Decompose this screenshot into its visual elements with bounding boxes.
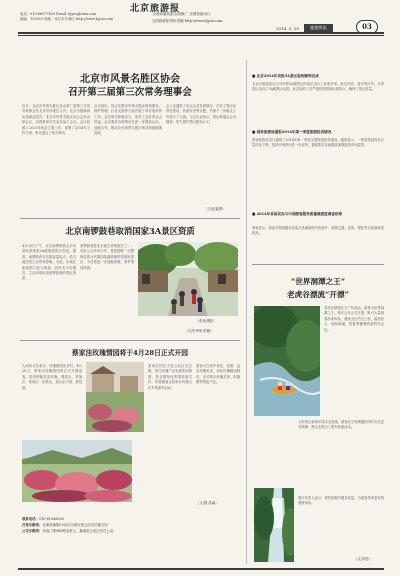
rafting-photo-bottom: [254, 488, 294, 562]
header-sub-line-2: 全国旅游报刊网 投稿 http://www.bjyou.com: [152, 19, 223, 23]
feature-text-2: 今年景区新增多项安全设施，游客在享受刺激的同时安全更有保障。景区还推出了系列优惠活动。: [298, 420, 384, 430]
article1-title-line-1: 北京市风景名胜区协会: [80, 74, 180, 85]
street-scene-illustration: [138, 242, 238, 316]
driving-route-value: 京承高速第29出口出前往密云巨各庄镇方向: [42, 523, 108, 527]
feature-title-line-2: 老虎谷漂流“开漂”: [287, 290, 349, 299]
article2-col-1: 4月25日下午，北京南锣鼓巷主动申请取消国家3A级旅游景区资质。据悉，南锣鼓巷日均游客量较大，给当地居民生活带来影响。为此，东城区旅游部门经与街道、居民充分沟通后，主动申请取消南锣鼓巷的景区资质。: [22, 244, 76, 281]
right-item1-text: 北京市旅游委近日对申报5A级景区的单位进行了验收评审，经过初评、复评等环节，多家景区达到了5A级景区标准。此次验收工作严格按照国家标准执行，确保了景区质量。: [252, 82, 384, 92]
article3-col-3: 游客可在园中赏花、拍照、品尝玫瑰美食，体验玫瑰精油制作，还可购买玫瑰花茶、玫瑰酱等特色产品。: [196, 364, 240, 385]
header-rule: [18, 32, 384, 34]
page-number: 03: [356, 20, 378, 34]
article3-title: 蔡家洼玫瑰情园将于4月28日正式开园: [71, 349, 189, 357]
right-item1-title: [252, 74, 384, 79]
right-item3-title: [252, 212, 384, 217]
nanluoguxiang-photo: [138, 242, 238, 316]
header-info-line-1: 电话：010-66977439 Email: bjyou@sina.com: [20, 12, 97, 16]
section-tag: 旅游资讯: [304, 24, 333, 32]
rafting-illustration-2: [254, 488, 294, 562]
contact-phone-label: 联系电话：: [22, 517, 39, 521]
rafting-illustration-1: [254, 306, 320, 416]
feature-text-1: 老虎谷漂流位于广东清远，被誉为世界洞潭之王。每年五月正式开漂，吸引大量游客前来体验。漂流全长约五公里，落差较大，惊险刺激，是夏季避暑旅游的好去处。: [324, 306, 384, 332]
rafting-photo-top: [254, 306, 320, 416]
article2-col-2: 南锣鼓巷是北京最古老的街区之一，具有七百多年历史，是我国唯一完整保存着元代胡同院落肌理的传统民居区。今后将进一步加强管理，保护胡同风貌。: [80, 244, 134, 270]
article1-col-2: 会议指出，协会在推动风景名胜区规划建设、保护管理、行业交流等方面开展了卓有成效的工作。会员单位积极参与，取得了良好的社会效益。会议要求各理事单位进一步提高认识，加强合作，推动全市风景名胜区事业持续健康发展。: [94, 104, 162, 136]
rose-garden-illustration-1: [86, 362, 144, 432]
masthead: 北京旅游报: [130, 4, 181, 14]
article1-byline: （文/赵素勇）: [204, 207, 226, 211]
article1-col-3: 会上还通报了协会会员发展情况，讨论了景区标准化建设、旅游安全等议题，并就下一步重点工作进行了交流。与会代表表示，将认真落实会议精神，努力提升景区服务水平。: [166, 104, 236, 125]
feature-text-3: 景区负责人表示，将持续提升服务质量，为游客带来更好的漂流体验。: [298, 496, 384, 506]
nanluoguxiang-photo-caption: （张杨/摄影）: [196, 319, 217, 323]
rose-garden-illustration-2: [22, 440, 132, 502]
contact-phone-value: 010-61088000: [38, 517, 64, 521]
bus-route-label: 公交车路线：: [22, 529, 43, 533]
header-rule-thin: [18, 35, 384, 36]
right-item2-title: [252, 130, 384, 135]
article3-contact-block: [22, 516, 238, 562]
article-divider-1: [20, 218, 240, 219]
issue-date: 2014. 5. 28: [276, 26, 299, 31]
header-contact-info: [20, 12, 120, 22]
right-item3-text: 调查显示，游客对旅游服务质量总体满意度有所提升，旅游交通、住宿、餐饮等方面满意度较高。: [252, 226, 384, 236]
article-divider-2: [20, 340, 240, 341]
article3-col-2: 蔡家洼村位于密云县巨各庄镇，依托玫瑰产业发展休闲旅游，是全国特色景观旅游名村。开园期间还将举办玫瑰文化节等系列活动。: [148, 364, 192, 390]
rose-garden-photo-top: [86, 362, 144, 432]
footer-rule: [18, 568, 384, 570]
header-sub-line-1: 文明和谐旅游全面推广 全国旅游出行: [152, 12, 211, 16]
bullet-icon: ■: [252, 212, 256, 216]
feature-byline: （文/刘佳）: [354, 557, 373, 561]
right-item2-title-text: 国家旅游局通报2014年第一季度旅游投诉情况: [256, 130, 332, 134]
article1-col-1: 近日，北京市风景名胜区协会第三届第三次常务理事会在北京市怀柔区召开，北京市园林绿化局副巡视员、北京市风景名胜区协会会长出席会议，各理事单位代表参加了会议。会议回顾了2013年协会主要工作，部署了2014年工作计划，审议通过了相关事项。: [22, 104, 90, 136]
article2-title: 北京南锣鼓巷取消国家3A景区资质: [65, 226, 195, 236]
driving-route-label: 自驾车路线：: [22, 523, 43, 527]
right-divider: [252, 264, 384, 265]
article3-byline: （文/图 高森）: [196, 501, 219, 505]
rose-garden-photo-bottom: [22, 440, 132, 502]
article3-col-1: 人间四月芳菲尽，玫瑰情园花开时。4月28日，蔡家洼玫瑰情园将正式开园迎客。园内种植各类玫瑰，观赏区、采摘区、休闲区一应俱全，适合亲子游、情侣游。: [22, 364, 82, 390]
article2-byline: （文/朱秀荣 供稿）: [184, 329, 214, 333]
column-separator: [246, 60, 247, 564]
right-item3-title-text: 2014年首届民众与中国游客服务质量满意度调查结果: [256, 212, 343, 216]
article1-title-line-2: 召开第三届第三次常务理事会: [68, 87, 192, 98]
right-item2-text: 国家旅游局近日通报了2014年第一季度全国旅游投诉情况。通报显示，一季度旅游投诉总量同比下降，旅游市场秩序进一步好转。通报要求各地继续加强旅游市场监管。: [252, 138, 384, 148]
header-info-line-2: 邮编：100051 地址：北京市东城区 http://www.bjyou.com: [20, 17, 114, 21]
bus-route-value: 东直门乘980路至密云，换乘密云至巨各庄公交: [42, 529, 114, 533]
feature-title-line-1: “世界洞潭之王”: [290, 277, 346, 286]
bullet-icon: ■: [252, 130, 256, 134]
right-item1-title-text: 北京2014年首批5A景区验收顺利完成: [256, 74, 319, 78]
bullet-icon: ■: [252, 74, 256, 78]
